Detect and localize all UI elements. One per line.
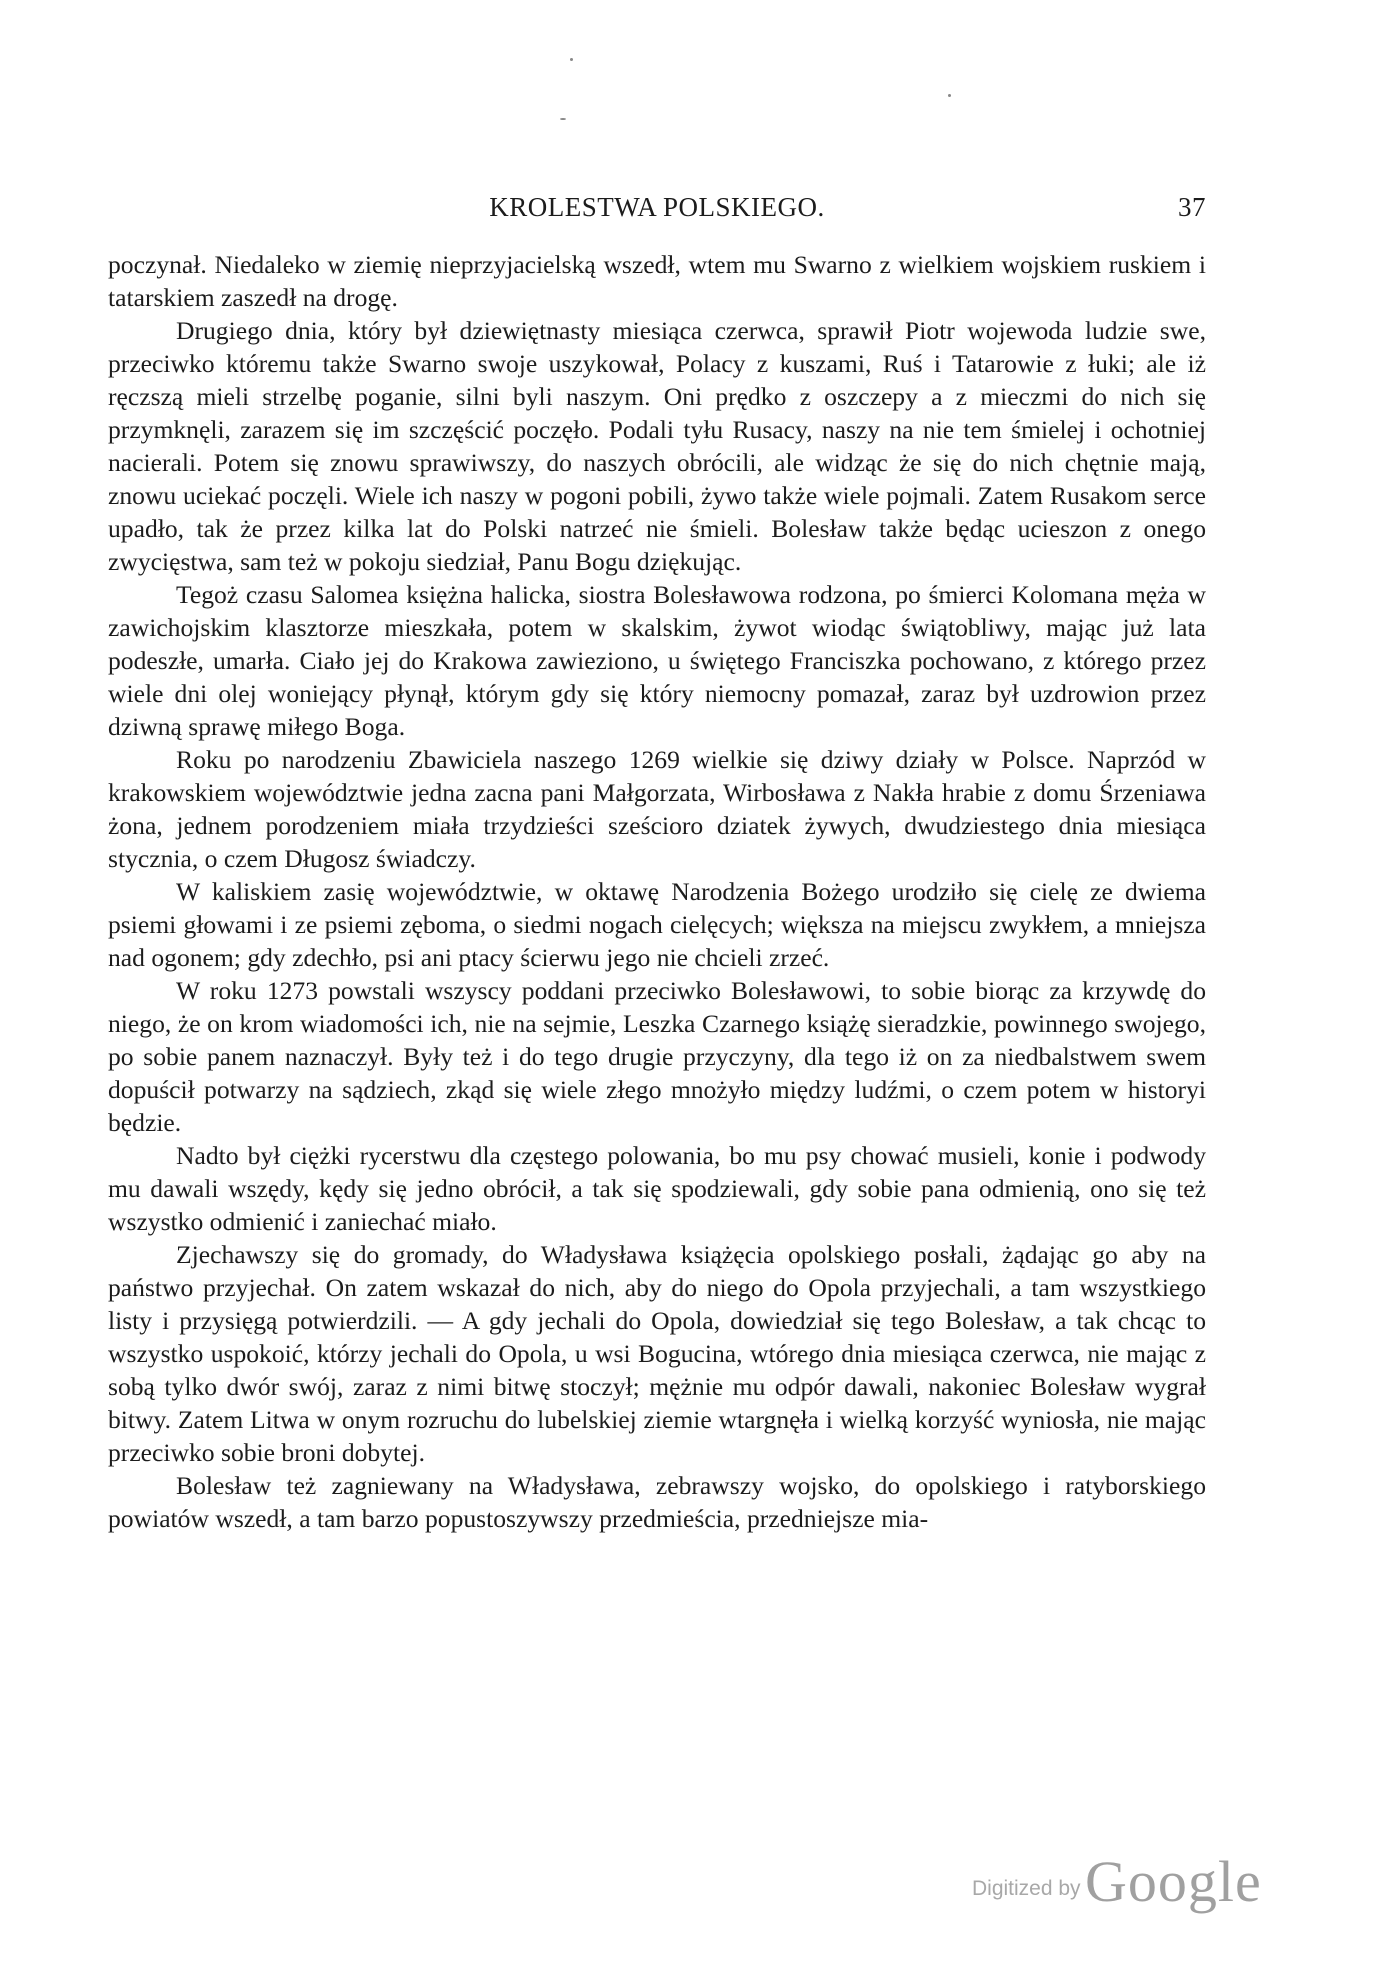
- paragraph: Tegoż czasu Salomea księżna halicka, siostra Bolesławowa rodzona, po śmierci Kolomana męża w zawichojskim klasztorze mieszkała, potem w skalskim, żywot wiodąc świątobliwy, mając już lata podeszłe, umarła. Ciało jej do Krakowa zawieziono, u świętego Franciszka pochowano, z którego przez wiele dni olej woniejący płynął, którym gdy się który niemocny pomazał, zaraz był uzdrowion przez dziwną sprawę miłego Boga.: [108, 580, 1206, 741]
- paragraph: W kaliskiem zasię województwie, w oktawę Narodzenia Bożego urodziło się cielę ze dwiema psiemi głowami i ze psiemi zęboma, o siedmi nogach cielęcych; większa na miejscu zwykłem, a mniejsza nad ogonem; gdy zdechło, psi ani ptacy ścierwu jego nie chcieli zrzeć.: [108, 877, 1206, 972]
- running-title: KROLESTWA POLSKIEGO.: [489, 192, 825, 222]
- page-header: [108, 192, 1206, 236]
- scan-speck: [570, 58, 573, 61]
- paragraph: poczynał. Niedaleko w ziemię nieprzyjacielską wszedł, wtem mu Swarno z wielkiem wojskiem ruskiem i tatarskiem zaszedł na drogę.: [108, 250, 1206, 312]
- body-text: [108, 248, 1206, 1535]
- paragraph: Bolesław też zagniewany na Władysława, zebrawszy wojsko, do opolskiego i ratyborskiego powiatów wszedł, a tam barzo popustoszywszy przedmieścia, przedniejsze mia-: [108, 1471, 1206, 1533]
- paragraph: Drugiego dnia, który był dziewiętnasty miesiąca czerwca, sprawił Piotr wojewoda ludzie swe, przeciwko któremu także Swarno swoje uszykował, Polacy z kuszami, Ruś i Tatarowie z łuki; ale iż ręczszą mieli strzelbę poganie, silni byli naszym. Oni prędko z oszczepy a z mieczmi do nich się przymknęli, zarazem się im szczęścić poczęło. Podali tyłu Rusacy, naszy na nie tem śmielej i ochotniej nacierali. Potem się znowu sprawiwszy, do naszych obrócili, ale widząc że się do nich chętnie mają, znowu uciekać poczęli. Wiele ich naszy w pogoni pobili, żywo także wiele pojmali. Zatem Rusakom serce upadło, tak że przez kilka lat do Polski natrzeć nie śmieli. Bolesław także będąc ucieszon z onego zwycięstwa, sam też w pokoju siedział, Panu Bogu dziękując.: [108, 316, 1206, 576]
- paragraph: Zjechawszy się do gromady, do Władysława książęcia opolskiego posłali, żądając go aby na państwo przyjechał. On zatem wskazał do nich, aby do niego do Opola przyjechali, a tam wszystkiego listy i przysięgą potwierdzili. — A gdy jechali do Opola, dowiedział się tego Bolesław, a tak chcąc to wszystko uspokoić, którzy jechali do Opola, u wsi Bogucina, wtórego dnia miesiąca czerwca, nie mając z sobą tylko dwór swój, zaraz z nimi bitwę stoczył; mężnie mu odpór dawali, nakoniec Bolesław wygrał bitwy. Zatem Litwa w onym rozruchu do lubelskiej ziemie wtargnęła i wielką korzyść wyniosła, nie mając przeciwko sobie broni dobytej.: [108, 1240, 1206, 1467]
- digitized-label: Digitized by: [972, 1877, 1081, 1900]
- google-logo: Google: [1085, 1849, 1262, 1914]
- paragraph: Nadto był ciężki rycerstwu dla częstego polowania, bo mu psy chować musieli, konie i podwody mu dawali wszędy, kędy się jedno obrócił, a tak się spodziewali, gdy sobie pana odmienią, ono się też wszystko odmienić i zaniechać miało.: [108, 1141, 1206, 1236]
- paragraph: W roku 1273 powstali wszyscy poddani przeciwko Bolesławowi, to sobie biorąc za krzywdę do niego, że on krom wiadomości ich, nie na sejmie, Leszka Czarnego książę sieradzkie, powinnego swojego, po sobie panem naznaczył. Były też i do tego drugie przyczyny, dla tego iż on za niedbalstwem swem dopuścił potwarzy na sądziech, zkąd się wiele złego mnożyło między ludźmi, o czem potem w historyi będzie.: [108, 976, 1206, 1137]
- paragraph: Roku po narodzeniu Zbawiciela naszego 1269 wielkie się dziwy działy w Polsce. Naprzód w krakowskiem województwie jedna zacna pani Małgorzata, Wirbosława z Nakła hrabie z domu Śrzeniawa żona, jednem porodzeniem miała trzydzieści sześcioro dziatek żywych, dwudziestego dnia miesiąca stycznia, o czem Długosz świadczy.: [108, 745, 1206, 873]
- scan-speck: [560, 118, 566, 120]
- page-number: 37: [1178, 192, 1206, 222]
- digitized-by-watermark: [972, 1848, 1262, 1915]
- scan-speck: [948, 94, 951, 97]
